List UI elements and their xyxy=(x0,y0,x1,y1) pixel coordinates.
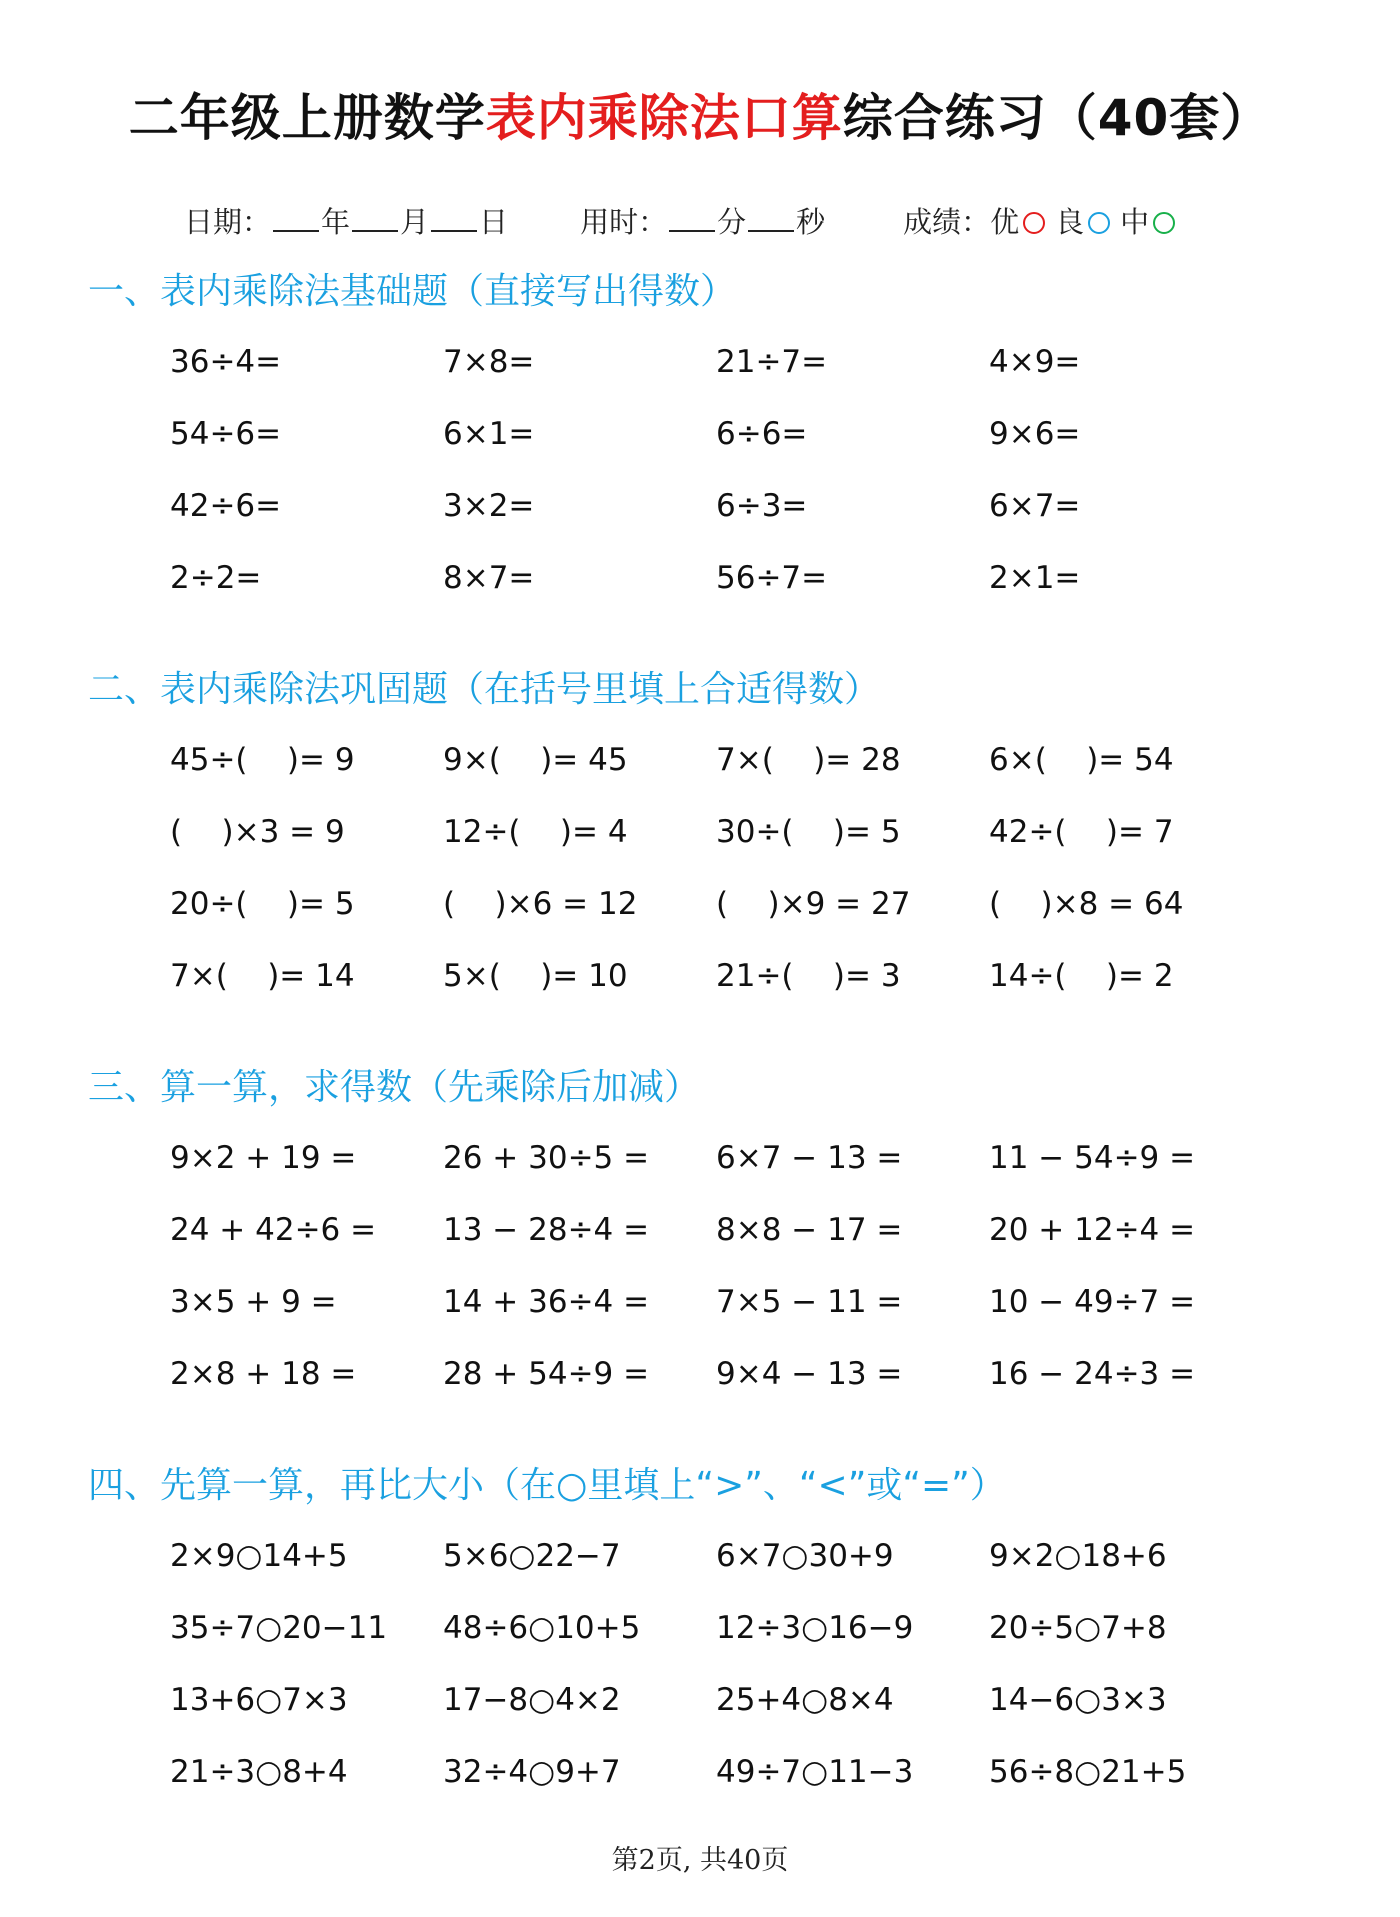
problem: 3×2= xyxy=(443,488,535,524)
problem: 14÷( )= 2 xyxy=(989,958,1174,994)
year-label: 年 xyxy=(321,205,351,239)
problem: 5×( )= 10 xyxy=(443,958,628,994)
problem: 8×7= xyxy=(443,560,535,596)
month-label: 月 xyxy=(400,205,430,239)
grade-good-circle-icon[interactable] xyxy=(1088,212,1110,234)
problem: 20÷( )= 5 xyxy=(170,886,355,922)
month-blank[interactable] xyxy=(352,204,398,232)
day-label: 日 xyxy=(479,205,509,239)
page-title xyxy=(0,88,1400,148)
grade-fair-circle-icon[interactable] xyxy=(1153,212,1175,234)
problem: ( )×8 = 64 xyxy=(989,886,1184,922)
problem: 54÷6= xyxy=(170,416,282,452)
title-part1: 二年级上册数学 xyxy=(128,89,486,147)
problem-row xyxy=(170,956,1270,1028)
grade-good-label: 良 xyxy=(1055,205,1085,239)
problem: 42÷( )= 7 xyxy=(989,814,1174,850)
score-label: 成绩： xyxy=(903,205,991,239)
section-2-problems xyxy=(170,740,1270,1028)
problem: 2×9○14+5 xyxy=(170,1538,348,1574)
section-3-title: 三、算一算，求得数（先乘除后加减） xyxy=(88,1067,701,1108)
problem: 13 − 28÷4 = xyxy=(443,1212,650,1248)
problem: 9×( )= 45 xyxy=(443,742,628,778)
problem: 11 − 54÷9 = xyxy=(989,1140,1196,1176)
title-highlight: 表内乘除法口算 xyxy=(485,89,843,147)
problem: 4×9= xyxy=(989,344,1081,380)
problem: 9×6= xyxy=(989,416,1081,452)
problem: 3×5 + 9 = xyxy=(170,1284,337,1320)
problem: 6×1= xyxy=(443,416,535,452)
problem: 56÷7= xyxy=(716,560,828,596)
problem-row xyxy=(170,1282,1270,1354)
problem: 42÷6= xyxy=(170,488,282,524)
problem: 48÷6○10+5 xyxy=(443,1610,641,1646)
section-3-problems xyxy=(170,1138,1270,1426)
problem: 21÷( )= 3 xyxy=(716,958,901,994)
minute-blank[interactable] xyxy=(669,204,715,232)
section-1-title: 一、表内乘除法基础题（直接写出得数） xyxy=(88,271,737,312)
problem: 25+4○8×4 xyxy=(716,1682,894,1718)
problem: 36÷4= xyxy=(170,344,282,380)
problem: 24 + 42÷6 = xyxy=(170,1212,377,1248)
problem: 9×2 + 19 = xyxy=(170,1140,357,1176)
problem: 6×7 − 13 = xyxy=(716,1140,903,1176)
problem: 2÷2= xyxy=(170,560,262,596)
problem-row xyxy=(170,740,1270,812)
title-part2: 综合练习（40套） xyxy=(842,89,1272,147)
problem: 7×5 − 11 = xyxy=(716,1284,903,1320)
problem: 32÷4○9+7 xyxy=(443,1754,621,1790)
problem-row xyxy=(170,414,1270,486)
problem: 8×8 − 17 = xyxy=(716,1212,903,1248)
problem: 6×7= xyxy=(989,488,1081,524)
problem: 12÷( )= 4 xyxy=(443,814,628,850)
section-1-problems xyxy=(170,342,1270,630)
problem: 56÷8○21+5 xyxy=(989,1754,1187,1790)
problem: ( )×6 = 12 xyxy=(443,886,638,922)
problem: 20÷5○7+8 xyxy=(989,1610,1167,1646)
time-label: 用时： xyxy=(580,205,668,239)
problem-row xyxy=(170,1536,1270,1608)
problem: ( )×9 = 27 xyxy=(716,886,911,922)
problem: 7×8= xyxy=(443,344,535,380)
problem: 35÷7○20−11 xyxy=(170,1610,388,1646)
problem: 6÷6= xyxy=(716,416,808,452)
problem-row xyxy=(170,1608,1270,1680)
problem: 16 − 24÷3 = xyxy=(989,1356,1196,1392)
problem: 17−8○4×2 xyxy=(443,1682,621,1718)
section-2-title: 二、表内乘除法巩固题（在括号里填上合适得数） xyxy=(88,669,881,710)
grade-excellent-circle-icon[interactable] xyxy=(1023,212,1045,234)
problem: 2×8 + 18 = xyxy=(170,1356,357,1392)
problem: 20 + 12÷4 = xyxy=(989,1212,1196,1248)
section-4-title: 四、先算一算，再比大小（在○里填上“>”、“<”或“=”） xyxy=(88,1465,1006,1506)
problem: 9×4 − 13 = xyxy=(716,1356,903,1392)
header-info-line xyxy=(184,202,1284,242)
problem: 7×( )= 28 xyxy=(716,742,901,778)
problem: 26 + 30÷5 = xyxy=(443,1140,650,1176)
problem: ( )×3 = 9 xyxy=(170,814,345,850)
page-number: 第2页, 共40页 xyxy=(611,1845,789,1876)
problem: 13+6○7×3 xyxy=(170,1682,348,1718)
problem: 7×( )= 14 xyxy=(170,958,355,994)
problem-row xyxy=(170,1210,1270,1282)
problem-row xyxy=(170,558,1270,630)
problem: 6×( )= 54 xyxy=(989,742,1174,778)
problem-row xyxy=(170,1354,1270,1426)
problem: 10 − 49÷7 = xyxy=(989,1284,1196,1320)
grade-excellent-label: 优 xyxy=(990,205,1020,239)
problem: 14 + 36÷4 = xyxy=(443,1284,650,1320)
problem: 5×6○22−7 xyxy=(443,1538,621,1574)
minute-label: 分 xyxy=(717,205,747,239)
day-blank[interactable] xyxy=(431,204,477,232)
grade-fair-label: 中 xyxy=(1120,205,1150,239)
problem: 6÷3= xyxy=(716,488,808,524)
problem-row xyxy=(170,342,1270,414)
problem-row xyxy=(170,1680,1270,1752)
problem-row xyxy=(170,884,1270,956)
problem-row xyxy=(170,812,1270,884)
date-label: 日期： xyxy=(184,205,272,239)
problem: 28 + 54÷9 = xyxy=(443,1356,650,1392)
problem-row xyxy=(170,486,1270,558)
problem-row xyxy=(170,1138,1270,1210)
problem: 14−6○3×3 xyxy=(989,1682,1167,1718)
problem: 9×2○18+6 xyxy=(989,1538,1167,1574)
problem: 45÷( )= 9 xyxy=(170,742,355,778)
problem: 49÷7○11−3 xyxy=(716,1754,914,1790)
problem: 30÷( )= 5 xyxy=(716,814,901,850)
problem-row xyxy=(170,1752,1270,1824)
problem: 21÷7= xyxy=(716,344,828,380)
problem: 21÷3○8+4 xyxy=(170,1754,348,1790)
second-label: 秒 xyxy=(796,205,826,239)
problem: 6×7○30+9 xyxy=(716,1538,894,1574)
year-blank[interactable] xyxy=(273,204,319,232)
second-blank[interactable] xyxy=(748,204,794,232)
section-4-problems xyxy=(170,1536,1270,1824)
problem: 2×1= xyxy=(989,560,1081,596)
problem: 12÷3○16−9 xyxy=(716,1610,914,1646)
